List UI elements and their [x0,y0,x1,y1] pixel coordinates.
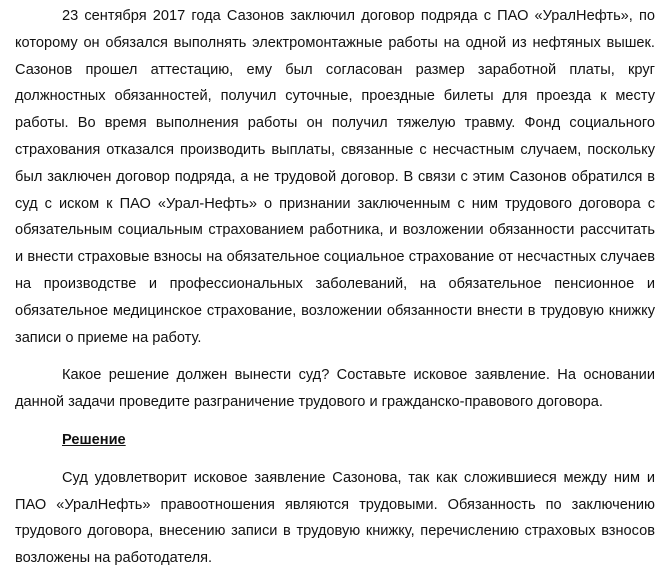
document-body [15,3,655,572]
solution-paragraph: Суд удовлетворит исковое заявление Сазонова, так как сложившиеся между ним и ПАО «УралНефть» правоотношения являются трудовыми. Обязанность по заключению трудового договора, внесению записи в трудовую книжку, перечислению страховых взносов возложены на работодателя. [15,469,655,567]
paragraph-spacer [15,416,655,427]
paragraph-spacer [15,454,655,465]
paragraph-spacer [15,351,655,362]
solution-heading: Решение [62,431,126,448]
task-question-paragraph: Какое решение должен вынести суд? Составьте исковое заявление. На основании данной задачи проведите разграничение трудового и гражданско-правового договора. [15,367,655,411]
case-description-paragraph: 23 сентября 2017 года Сазонов заключил договор подряда с ПАО «УралНефть», по которому он обязался выполнять электромонтажные работы на одной из нефтяных вышек. Сазонов прошел аттестацию, ему был согласован размер заработной платы, круг должностных обязанностей, получил суточные, проездные билеты для проезда к месту работы. Во время выполнения работы он получил тяжелую травму. Фонд социального страхования отказался производить выплаты, связанные с несчастным случаем, поскольку был заключен договор подряда, а не трудовой договор. В связи с этим Сазонов обратился в суд с иском к ПАО «Урал-Нефть» о признании заключенным с ним трудового договора с обязательным социальным страхованием работника, и возложении обязанности рассчитать и внести страховые взносы на обязательное социальное страхование от несчастных случаев на производстве и профессиональных заболеваний, на обязательное пенсионное и обязательное медицинское страхование, возложении обязанности внести в трудовую книжку записи о приеме на работу. [15,8,655,346]
